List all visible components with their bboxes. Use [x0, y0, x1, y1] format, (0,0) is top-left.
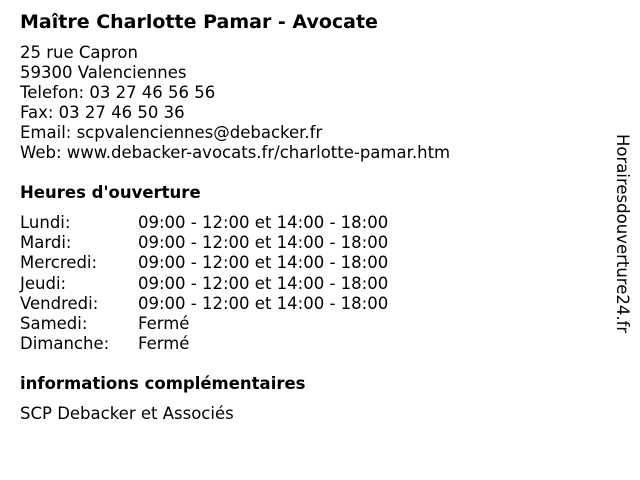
site-watermark-text: Horairesdouverture24.fr [613, 134, 632, 334]
hours-time: 09:00 - 12:00 et 14:00 - 18:00 [138, 233, 389, 253]
fax-line: Fax: 03 27 46 50 36 [20, 103, 185, 122]
hours-day: Samedi: [20, 314, 88, 334]
hours-day: Jeudi: [20, 273, 67, 293]
hours-day: Lundi: [20, 213, 71, 232]
hours-time: 09:00 - 12:00 et 14:00 - 18:00 [138, 273, 389, 293]
hours-row [20, 213, 388, 233]
hours-row [20, 274, 388, 294]
info-text: SCP Debacker et Associés [20, 404, 234, 423]
hours-heading: Heures d'ouverture [20, 183, 201, 202]
address-street: 25 rue Capron [20, 43, 138, 62]
email-line: Email: scpvalenciennes@debacker.fr [20, 123, 323, 142]
site-watermark [612, 134, 636, 374]
hours-day: Mardi: [20, 233, 72, 253]
hours-day: Vendredi: [20, 293, 99, 313]
hours-row [20, 334, 388, 354]
hours-time: Fermé [138, 334, 190, 354]
hours-time: Fermé [138, 314, 190, 334]
phone-line: Telefon: 03 27 46 56 56 [20, 83, 216, 102]
address-city: 59300 Valenciennes [20, 63, 187, 82]
hours-time: 09:00 - 12:00 et 14:00 - 18:00 [138, 253, 389, 273]
hours-row [20, 314, 388, 334]
info-heading: informations complémentaires [20, 374, 306, 393]
hours-table [20, 213, 388, 354]
hours-day: Dimanche: [20, 334, 110, 354]
page-title: Maître Charlotte Pamar - Avocate [20, 11, 378, 33]
hours-time: 09:00 - 12:00 et 14:00 - 18:00 [138, 213, 389, 232]
hours-row [20, 294, 388, 314]
business-card [20, 10, 600, 423]
hours-day: Mercredi: [20, 253, 98, 273]
web-line: Web: www.debacker-avocats.fr/charlotte-pamar.htm [20, 143, 451, 162]
hours-time: 09:00 - 12:00 et 14:00 - 18:00 [138, 293, 389, 313]
hours-row [20, 233, 388, 253]
hours-row [20, 253, 388, 273]
contact-block [20, 43, 450, 163]
